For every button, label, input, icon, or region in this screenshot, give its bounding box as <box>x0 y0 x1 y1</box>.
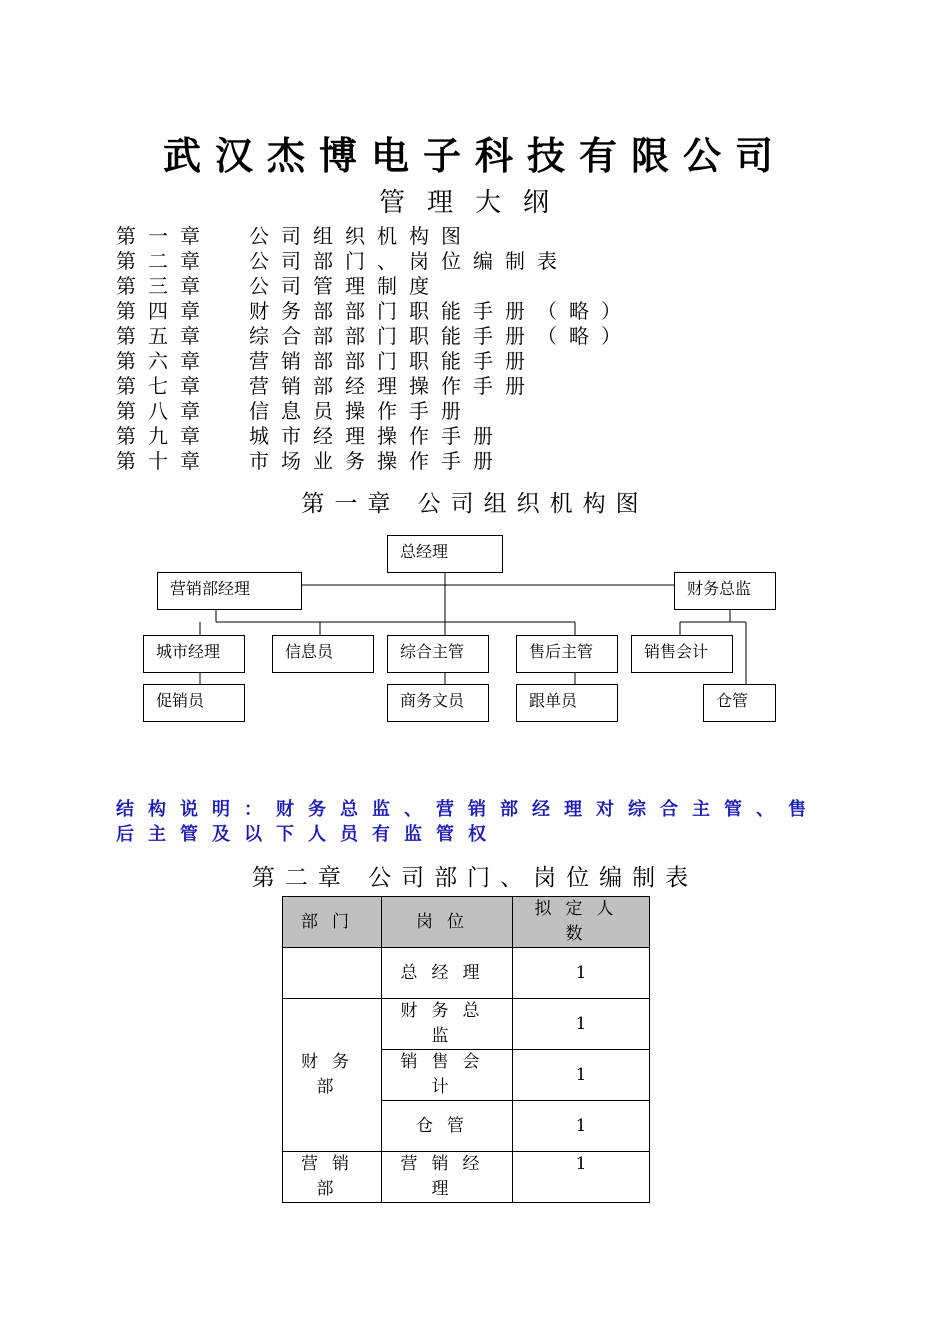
table-cell-post: 总经理 <box>382 948 513 999</box>
table-cell-dept <box>283 948 382 999</box>
company-title: 武汉杰博电子科技有限公司 <box>162 134 787 178</box>
table-cell-post: 财务总监 <box>382 999 513 1050</box>
org-node-order-follower: 跟单员 <box>516 684 618 722</box>
table-cell-post: 营销经理 <box>382 1152 513 1203</box>
toc-chapter-title: 城市经理操作手册 <box>249 424 505 448</box>
table-cell-count: 1 <box>513 1050 650 1101</box>
toc-chapter-number: 第九章 <box>116 424 212 448</box>
org-node-sales-accountant: 销售会计 <box>631 635 733 673</box>
org-node-finance-director: 财务总监 <box>674 572 776 610</box>
toc-chapter-title: 公司管理制度 <box>249 274 441 298</box>
table-cell-dept: 营销部 <box>283 1152 382 1203</box>
table-header-count: 拟定人数 <box>513 897 650 948</box>
chapter1-heading: 第一章 公司组织机构图 <box>301 491 649 517</box>
document-subtitle: 管理大纲 <box>378 188 571 218</box>
staffing-table <box>282 896 650 1203</box>
toc-chapter-title: 公司部门、岗位编制表 <box>249 249 569 273</box>
toc-chapter-number: 第十章 <box>116 449 212 473</box>
org-node-city-manager: 城市经理 <box>143 635 245 673</box>
org-node-business-clerk: 商务文员 <box>387 684 489 722</box>
table-cell-post: 销售会计 <box>382 1050 513 1101</box>
table-cell-count: 1 <box>513 1101 650 1152</box>
structure-note: 结构说明：财务总监、营销部经理对综合主管、售后主管及以下人员有监管权 <box>116 799 820 845</box>
toc-chapter-title: 营销部经理操作手册 <box>249 374 537 398</box>
toc-chapter-number: 第四章 <box>116 299 212 323</box>
table-cell-post: 仓管 <box>382 1101 513 1152</box>
toc-chapter-title: 公司组织机构图 <box>249 224 473 248</box>
org-node-general-supervisor: 综合主管 <box>387 635 489 673</box>
toc-chapter-title: 营销部部门职能手册 <box>249 349 537 373</box>
table-header-post: 岗位 <box>382 897 513 948</box>
table-row <box>283 948 650 999</box>
table-cell-count: 1 <box>513 948 650 999</box>
org-node-info-officer: 信息员 <box>272 635 374 673</box>
org-node-aftersales-supervisor: 售后主管 <box>516 635 618 673</box>
toc-chapter-title: 财务部部门职能手册（略） <box>249 299 633 323</box>
toc-chapter-number: 第七章 <box>116 374 212 398</box>
table-header-dept: 部门 <box>283 897 382 948</box>
toc-chapter-title: 信息员操作手册 <box>249 399 473 423</box>
toc-chapter-number: 第一章 <box>116 224 212 248</box>
table-cell-count: 1 <box>513 1152 650 1203</box>
chapter2-heading: 第二章 公司部门、岗位编制表 <box>251 865 699 891</box>
toc-chapter-number: 第八章 <box>116 399 212 423</box>
org-node-promoter: 促销员 <box>143 684 245 722</box>
org-node-warehouse: 仓管 <box>703 684 776 722</box>
org-node-general-manager: 总经理 <box>387 535 503 573</box>
toc-chapter-number: 第五章 <box>116 324 212 348</box>
table-cell-count: 1 <box>513 999 650 1050</box>
toc-chapter-title: 综合部部门职能手册（略） <box>249 324 633 348</box>
toc-chapter-title: 市场业务操作手册 <box>249 449 505 473</box>
org-node-sales-manager: 营销部经理 <box>157 572 302 610</box>
table-row <box>283 1152 650 1203</box>
toc-chapter-number: 第三章 <box>116 274 212 298</box>
toc-chapter-number: 第二章 <box>116 249 212 273</box>
table-row <box>283 999 650 1050</box>
toc-chapter-number: 第六章 <box>116 349 212 373</box>
table-cell-dept: 财务部 <box>283 999 382 1152</box>
